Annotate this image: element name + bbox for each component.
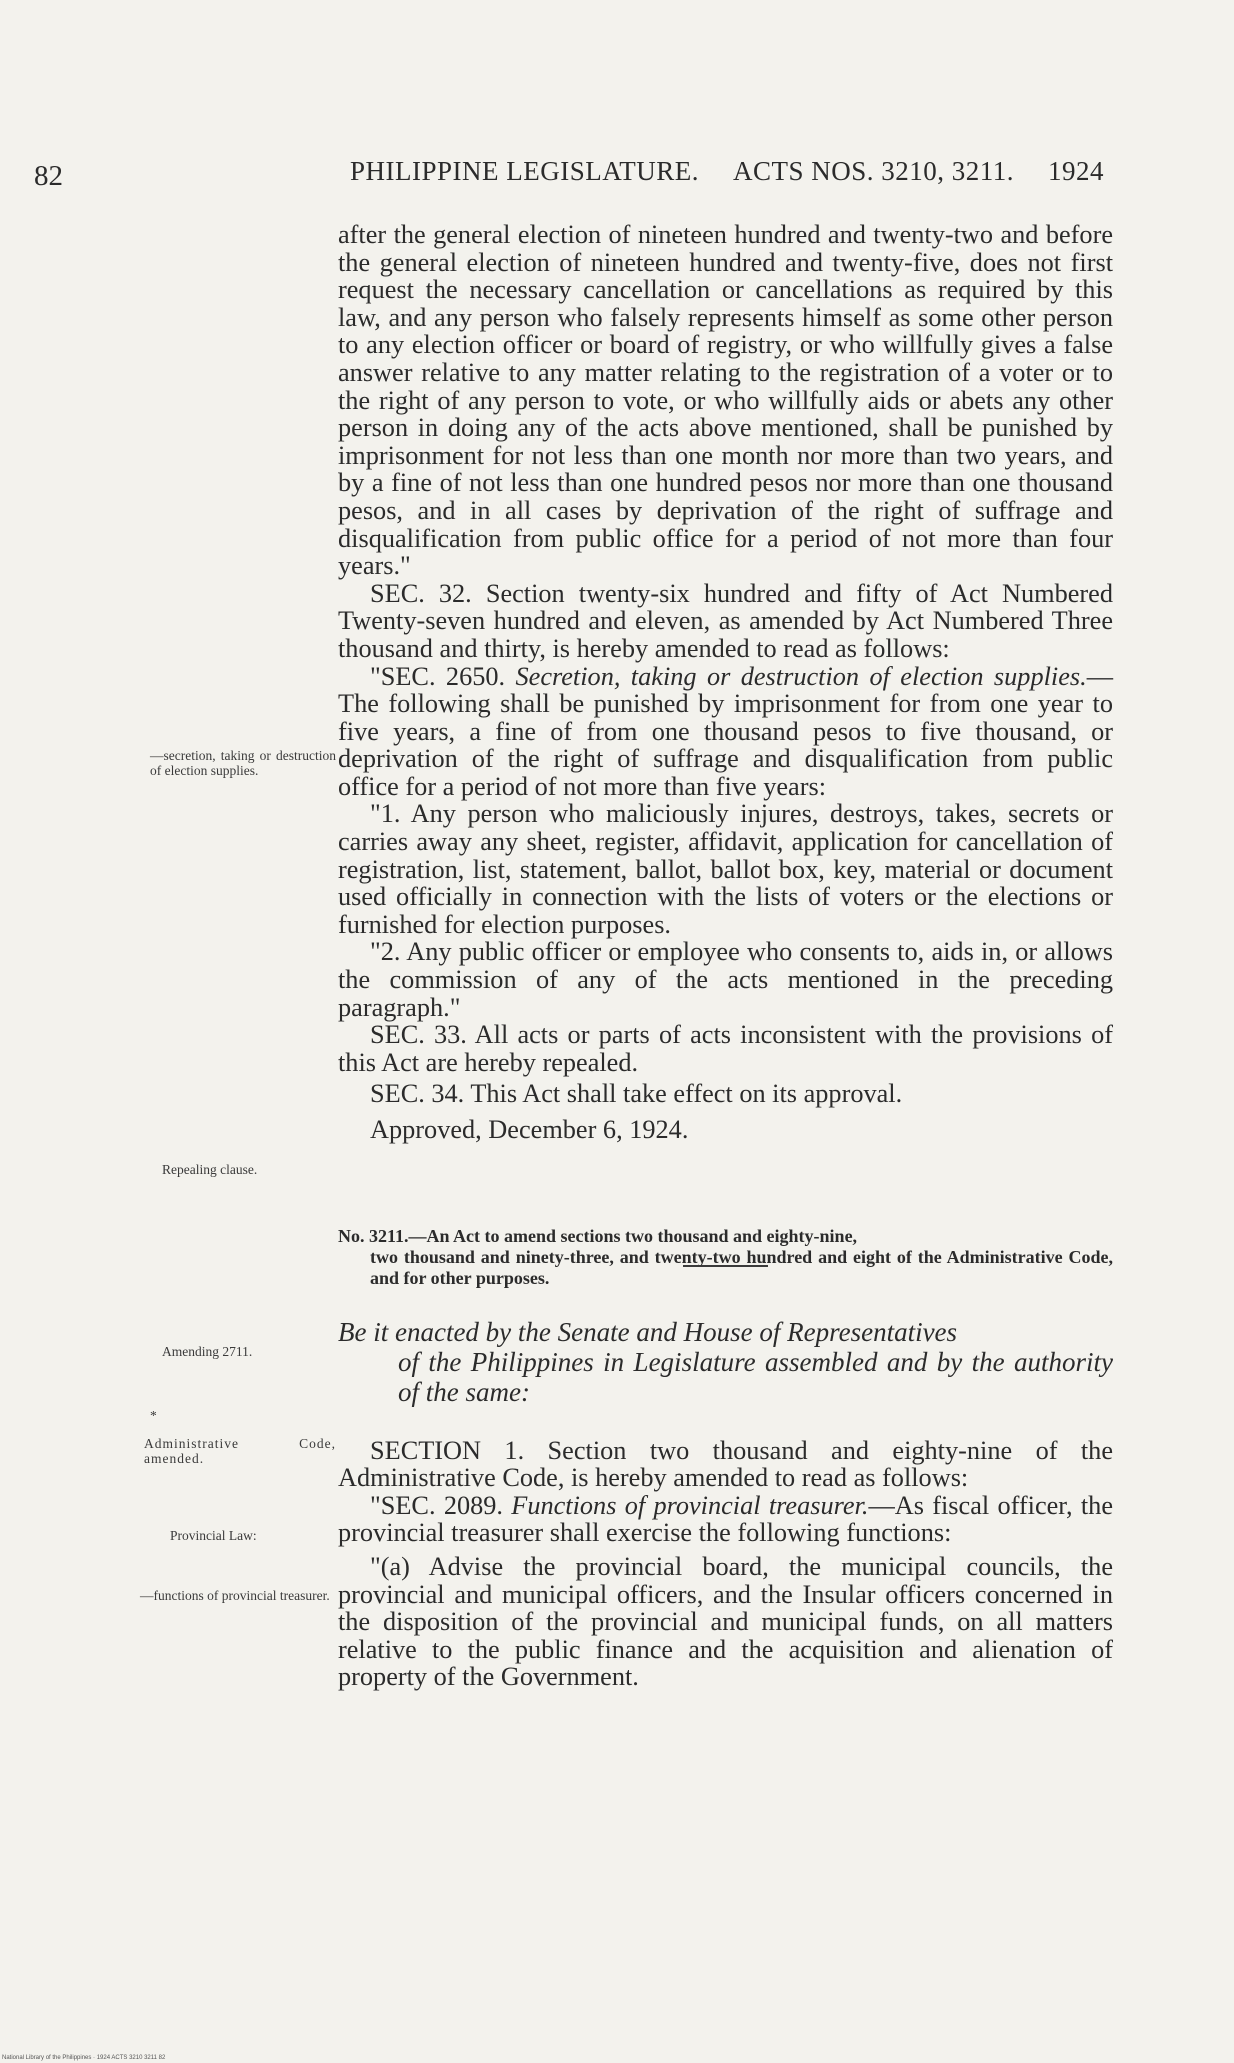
section-32-text: Section twenty-six hundred and fifty of Act Numbered Twenty-seven hundred and eleven, as amended by Act Numbered Three thousand and thirty, is hereby amended to read as follows: bbox=[338, 578, 1113, 663]
spacer bbox=[338, 1144, 1113, 1226]
section-1-text: Section two thousand and eighty-nine of the Administrative Code, is hereby amended to read as follows: bbox=[338, 1435, 1113, 1493]
paragraph-penalties: after the general election of nineteen hundred and twenty-two and before the general election of nineteen hundred and twenty-five, does not first request the necessary cancellation or cancellations as required by this law, and any person who falsely represents himself as some other person to any election officer or board of registry, or who willfully gives a false answer relative to any matter relating to the registration of a voter or to the right of any person to vote, or who willfully aids or abets any other person in doing any of the acts above mentioned, shall be punished by imprisonment for not less than one month nor more than two years, and by a fine of not less than one hundred pesos nor more than one thousand pesos, and in all cases by deprivation of the right of suffrage and disqualification from public office for a period of not more than four years." bbox=[338, 220, 1113, 581]
spacer bbox=[338, 1289, 1113, 1317]
item-2: "2. Any public officer or employee who consents to, aids in, or allows the commission of any of the acts mentioned in the preceding paragraph." bbox=[338, 937, 1113, 1022]
enacting-clause-tail: of the Philippines in Legislature assembled and by the authority of the same: bbox=[398, 1346, 1113, 1407]
margin-note-repealing: Repealing clause. bbox=[162, 1162, 258, 1177]
enacting-clause-head: Be it enacted by the Senate and House of Representatives bbox=[338, 1316, 958, 1347]
page-number: 82 bbox=[34, 160, 63, 192]
header-legislature: PHILIPPINE LEGISLATURE. bbox=[350, 156, 699, 186]
section-33-text: All acts or parts of acts inconsistent with the provisions of this Act are hereby repealed. bbox=[338, 1020, 1114, 1077]
section-2650-title: Secretion, taking or destruction of election supplies. bbox=[505, 661, 1087, 691]
margin-note-asterisk: * bbox=[150, 1408, 157, 1423]
header-year: 1924 bbox=[1048, 156, 1105, 186]
section-34-label: SEC. 34. bbox=[370, 1079, 465, 1109]
section-2650-text: —The following shall be punished by imprisonment for from one year to five years, a fine of from one thousand pesos to five thousand, or deprivation of the right of suffrage and disqualification from public office for a period of not more than five years: bbox=[338, 661, 1113, 801]
section-2089 bbox=[338, 1492, 1113, 1547]
section-32-label: SEC. 32. bbox=[370, 578, 472, 608]
running-header bbox=[350, 156, 1104, 187]
act-3211-title-tail: two thousand and ninety-three, and twenty-two hundred and eight of the Administrative Code, and for other purposes. bbox=[370, 1246, 1113, 1288]
section-34-text: This Act shall take effect on its approval. bbox=[464, 1079, 903, 1109]
section-32 bbox=[338, 580, 1113, 663]
margin-note-provincial-law: Provincial Law: bbox=[170, 1528, 257, 1543]
header-acts: ACTS NOS. 3210, 3211. bbox=[733, 156, 1015, 186]
section-1 bbox=[338, 1437, 1113, 1492]
item-1: "1. Any person who maliciously injures, destroys, takes, secrets or carries away any sheet, register, affidavit, application for cancellation of registration, list, statement, ballot, ballot box, key, material or document used officially in connection with the lists of voters or the elections or furnished for election purposes. bbox=[338, 799, 1113, 939]
act-3211-title bbox=[338, 1226, 1113, 1289]
enacting-clause bbox=[338, 1317, 1113, 1407]
approved-date: Approved, December 6, 1924. bbox=[370, 1115, 689, 1144]
section-2650 bbox=[338, 663, 1113, 801]
act-3211-title-head: No. 3211.—An Act to amend sections two thousand and eighty-nine, bbox=[338, 1225, 858, 1246]
section-divider-rule bbox=[683, 1265, 768, 1267]
section-2650-label: "SEC. 2650. bbox=[370, 661, 506, 691]
body-text bbox=[338, 221, 1113, 1691]
scan-footer: National Library of the Philippines · 1924 ACTS 3210 3211 82 bbox=[2, 2055, 166, 2061]
section-34 bbox=[338, 1080, 1113, 1108]
margin-note-admin-code: Administrative Code, amended. bbox=[144, 1436, 336, 1466]
section-33 bbox=[338, 1021, 1113, 1076]
section-2089-label: "SEC. 2089. bbox=[370, 1490, 503, 1520]
spacer bbox=[338, 1407, 1113, 1437]
margin-note-secretion: —secretion, taking or destruction of election supplies. bbox=[150, 748, 336, 778]
section-33-label: SEC. 33. bbox=[370, 1020, 467, 1050]
section-1-label: SECTION 1. bbox=[370, 1435, 525, 1465]
section-2089-title: Functions of provincial treasurer. bbox=[502, 1490, 869, 1520]
item-a: "(a) Advise the provincial board, the municipal councils, the provincial and municipal officers, and the Insular officers concerned in the disposition of the provincial and municipal funds, on all matters relative to the public finance and the acquisition and alienation of property of the Government. bbox=[338, 1551, 1113, 1692]
section-2089-text: —As fiscal officer, the provincial treasurer shall exercise the following functions: bbox=[338, 1490, 1113, 1548]
margin-note-amending: Amending 2711. bbox=[162, 1344, 253, 1359]
margin-note-functions: —functions of provincial treasurer. bbox=[140, 1588, 330, 1603]
